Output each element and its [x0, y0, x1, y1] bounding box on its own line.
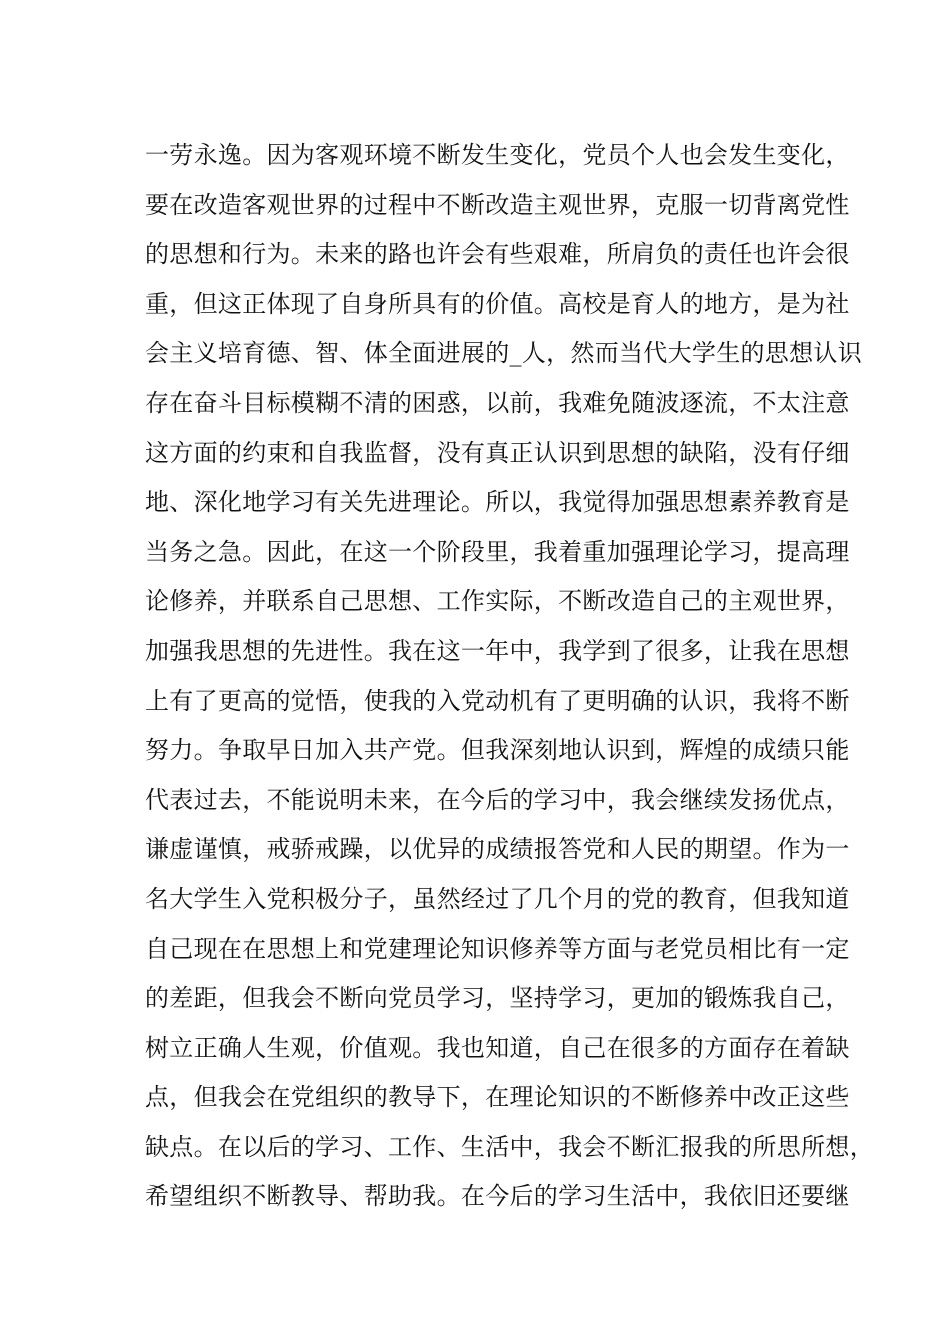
text-line: 努力。争取早日加入共产党。但我深刻地认识到，辉煌的成绩只能 [145, 736, 850, 765]
text-line: 加强我思想的先进性。我在这一年中，我学到了很多，让我在思想 [145, 636, 850, 665]
text-line: 自己现在在思想上和党建理论知识修养等方面与老党员相比有一定 [145, 934, 850, 963]
text-line: 这方面的约束和自我监督，没有真正认识到思想的缺陷，没有仔细 [145, 438, 850, 467]
text-line: 点，但我会在党组织的教导下，在理论知识的不断修养中改正这些 [145, 1083, 850, 1112]
text-line: 代表过去，不能说明未来，在今后的学习中，我会继续发扬优点， [145, 785, 850, 814]
text-line: 要在改造客观世界的过程中不断改造主观世界，克服一切背离党性 [145, 190, 850, 219]
text-line: 会主义培育德、智、体全面进展的_人，然而当代大学生的思想认识 [145, 339, 862, 368]
text-line: 谦虚谨慎，戒骄戒躁，以优异的成绩报答党和人民的期望。作为一 [145, 835, 850, 864]
text-line: 的思想和行为。未来的路也许会有些艰难，所肩负的责任也许会很 [145, 240, 850, 269]
text-line: 一劳永逸。因为客观环境不断发生变化，党员个人也会发生变化， [145, 141, 850, 169]
text-line: 缺点。在以后的学习、工作、生活中，我会不断汇报我的所思所想， [145, 1132, 874, 1161]
text-line: 希望组织不断教导、帮助我。在今后的学习生活中，我依旧还要继 [145, 1182, 850, 1211]
text-line: 当务之急。因此，在这一个阶段里，我着重加强理论学习，提高理 [145, 537, 850, 566]
text-line: 名大学生入党积极分子，虽然经过了几个月的党的教育，但我知道 [145, 884, 850, 913]
text-line: 重，但这正体现了自身所具有的价值。高校是育人的地方，是为社 [145, 289, 850, 318]
text-line: 上有了更高的觉悟，使我的入党动机有了更明确的认识，我将不断 [145, 686, 850, 715]
text-line: 树立正确人生观，价值观。我也知道，自己在很多的方面存在着缺 [145, 1033, 850, 1062]
text-line: 存在奋斗目标模糊不清的困惑，以前，我难免随波逐流，不太注意 [145, 388, 850, 417]
text-line: 地、深化地学习有关先进理论。所以，我觉得加强思想素养教育是 [145, 488, 850, 517]
body-text [145, 131, 874, 1222]
text-line: 的差距，但我会不断向党员学习，坚持学习，更加的锻炼我自己， [145, 984, 850, 1013]
text-line: 论修养，并联系自己思想、工作实际，不断改造自己的主观世界， [145, 587, 850, 616]
